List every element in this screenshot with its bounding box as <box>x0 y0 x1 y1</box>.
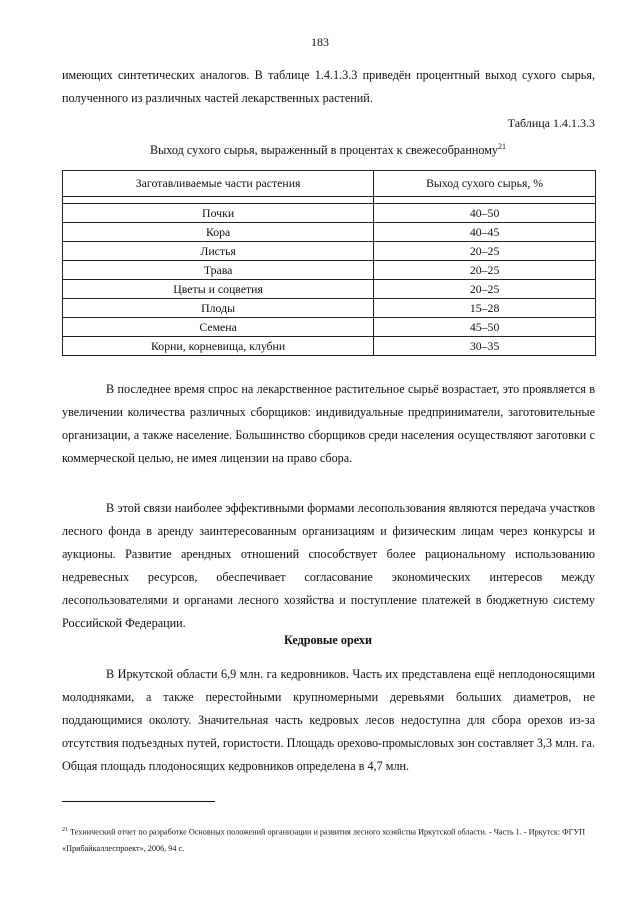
yield-cell: 45–50 <box>374 318 596 337</box>
section-heading: Кедровые орехи <box>283 633 373 647</box>
table-row <box>63 261 596 280</box>
body-paragraph-cedar: В Иркутской области 6,9 млн. га кедровников. Часть их представлена ещё неплодоносящими молодняками, а также перестойными крупномерными деревьями больших диаметров, не поддающимися околоту. Значительная часть кедровых лесов недоступна для сбора орехов из-за отсутствия подъездных путей, гористости. Площадь орехово-промысловых зон составляет 3,3 млн. га. Общая площадь плодоносящих кедровников определена в 4,7 млн. <box>62 667 595 773</box>
plant-part-cell: Корни, корневища, клубни <box>63 337 374 356</box>
page-number: 183 <box>311 35 329 49</box>
footnote-divider <box>62 801 215 802</box>
body-paragraph-demand: В последнее время спрос на лекарственное растительное сырьё возрастает, это проявляется в увеличении количества различных сборщиков: индивидуальные предприниматели, заготовительные организации, а также население. Большинство сборщиков среди населения осуществляют заготовки с коммерческой целью, не имея лицензии на право сбора. <box>62 382 595 465</box>
footnote-ref: 21 <box>498 142 507 151</box>
plant-part-cell: Почки <box>63 204 374 223</box>
table-row <box>63 299 596 318</box>
yield-cell: 20–25 <box>374 242 596 261</box>
yield-cell: 40–50 <box>374 204 596 223</box>
yield-cell: 40–45 <box>374 223 596 242</box>
yield-cell: 30–35 <box>374 337 596 356</box>
plant-part-cell: Трава <box>63 261 374 280</box>
table-caption <box>0 142 640 158</box>
column-header-yield: Выход сухого сырья, % <box>374 171 596 197</box>
table-row <box>63 223 596 242</box>
footnote-number: 21 <box>62 827 68 833</box>
yield-cell: 15–28 <box>374 299 596 318</box>
table-row <box>63 318 596 337</box>
table-row <box>63 204 596 223</box>
body-paragraph-forestry: В этой связи наиболее эффективными формами лесопользования являются передача участков лесного фонда в аренду заинтересованным организациям и физическим лицам через конкурсы и аукционы. Развитие арендных отношений способствует более рациональному использованию недревесных ресурсов, обеспечивает согласование экономических интересов между лесопользователями и органами лесного хозяйства и поступление платежей в бюджетную систему Российской Федерации. <box>62 501 595 630</box>
yield-cell: 20–25 <box>374 280 596 299</box>
table-spacer-row <box>63 197 596 204</box>
table-caption-text: Выход сухого сырья, выраженный в процентах к свежесобранному <box>149 143 499 158</box>
plant-part-cell: Цветы и соцветия <box>63 280 374 299</box>
table-row <box>63 337 596 356</box>
plant-part-cell: Листья <box>63 242 374 261</box>
table-row <box>63 242 596 261</box>
column-header-part: Заготавливаемые части растения <box>63 171 374 197</box>
footnote <box>62 822 602 857</box>
plant-part-cell: Плоды <box>63 299 374 318</box>
plant-part-cell: Семена <box>63 318 374 337</box>
table-row <box>63 280 596 299</box>
footnote-text: Технический отчет по разработке Основных положений организации и развития лесного хозяйства Иркутской области. - Часть 1. - Иркутск: ФГУП «Прибайкаллеспроект», 2006, 94 с. <box>62 827 586 853</box>
intro-paragraph: имеющих синтетических аналогов. В таблице 1.4.1.3.3 приведён процентный выход сухого сырья, полученного из различных частей лекарственных растений. <box>62 68 595 105</box>
dry-yield-table <box>62 170 596 356</box>
plant-part-cell: Кора <box>63 223 374 242</box>
table-label: Таблица 1.4.1.3.3 <box>507 116 595 130</box>
yield-cell: 20–25 <box>374 261 596 280</box>
